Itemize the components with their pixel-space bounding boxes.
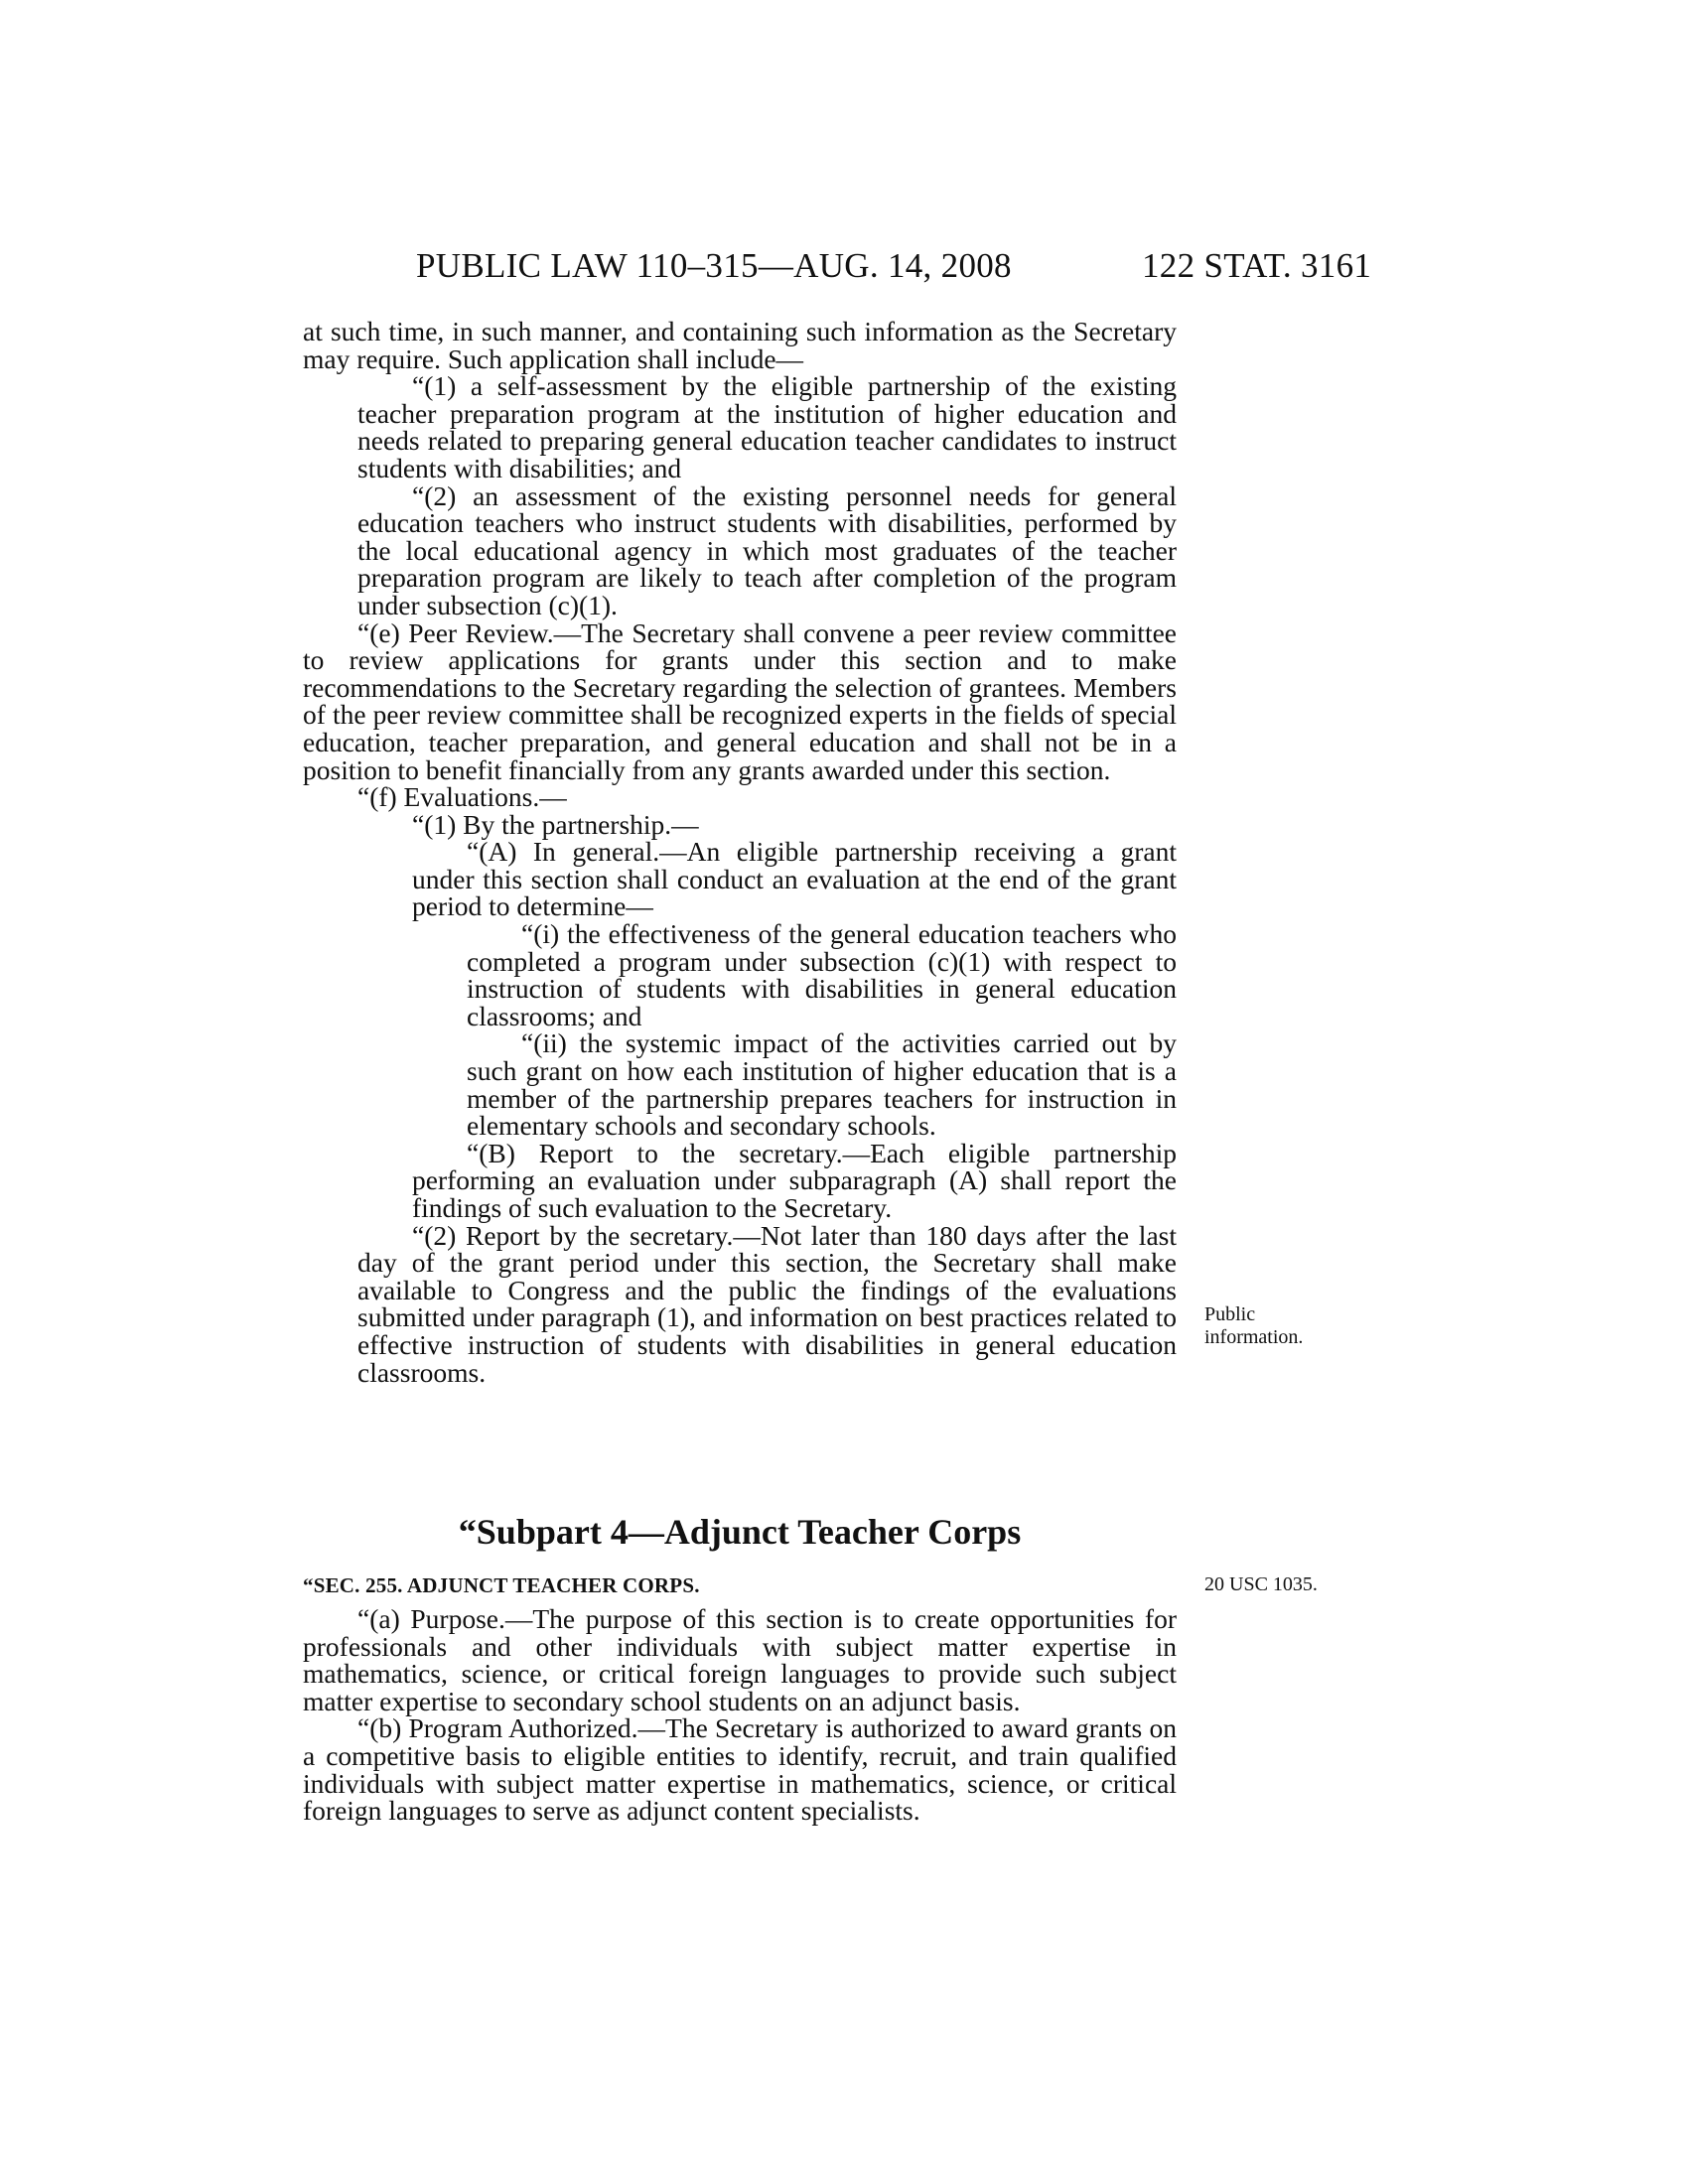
heading-by-partnership: “(1) By the partnership.—: [412, 808, 699, 840]
heading-evaluations: “(f) Evaluations.—: [357, 781, 567, 813]
subpart-title: “Subpart 4—Adjunct Teacher Corps: [458, 1512, 1022, 1552]
margin-note-usc: 20 USC 1035.: [1204, 1573, 1318, 1595]
margin-note-public-information: Public information.: [1204, 1303, 1304, 1348]
paragraph-report-to-secretary: “(B) Report to the secretary.—Each eligible partnership performing an evaluation under subparagraph (A) shall report the findings of such evaluation to the Secretary.: [412, 1137, 1177, 1223]
running-header-page-number: 122 STAT. 3161: [1142, 246, 1372, 285]
paragraph-2: “(2) an assessment of the existing personnel needs for general education teachers who instruct students with disabilities, performed by the local educational agency in which most graduates of the teacher preparation program are likely to teach after completion of the program under subsection (c)(1).: [357, 479, 1177, 620]
paragraph-clause-i: “(i) the effectiveness of the general education teachers who completed a program under subsection (c)(1) with respect to instruction of students with disabilities in general education classrooms; and: [467, 918, 1177, 1031]
section-text: [303, 1605, 1177, 1825]
main-text: [303, 318, 1177, 1386]
section-heading: “SEC. 255. ADJUNCT TEACHER CORPS.: [303, 1573, 700, 1597]
paragraph-clause-ii: “(ii) the systemic impact of the activities carried out by such grant on how each institution of higher education that is a member of the partnership prepares teachers for instruction in elementary schools and secondary schools.: [467, 1027, 1177, 1142]
running-header-title: PUBLIC LAW 110–315—AUG. 14, 2008: [416, 246, 1012, 285]
paragraph-in-general: “(A) In general.—An eligible partnership receiving a grant under this section shall conduct an evaluation at the end of the grant period to determine—: [412, 836, 1177, 922]
paragraph-continuation: at such time, in such manner, and containing such information as the Secretary may require. Such application shall include—: [303, 316, 1177, 374]
paragraph-1: “(1) a self-assessment by the eligible partnership of the existing teacher preparation program at the institution of higher education and needs related to preparing general education teacher candidates to instruct students with disabilities; and: [357, 370, 1177, 483]
paragraph-peer-review: “(e) Peer Review.—The Secretary shall convene a peer review committee to review applications for grants under this section and to make recommendations to the Secretary regarding the selection of grantees. Members of the peer review committee shall be recognized experts in the fields of special education, teacher preparation, and general education and shall not be in a position to benefit financially from any grants awarded under this section.: [303, 616, 1177, 785]
paragraph-report-by-secretary: “(2) Report by the secretary.—Not later than 180 days after the last day of the grant period under this section, the Secretary shall make available to Congress and the public the findings of the evaluations submitted under paragraph (1), and information on best practices related to effective instruction of students with disabilities in general education classrooms.: [357, 1219, 1177, 1388]
paragraph-program-authorized: “(b) Program Authorized.—The Secretary is authorized to award grants on a competitive basis to eligible entities to identify, recruit, and train qualified individuals with subject matter expertise in mathematics, science, or critical foreign languages to serve as adjunct content specialists.: [303, 1712, 1177, 1827]
paragraph-purpose: “(a) Purpose.—The purpose of this section is to create opportunities for professionals and other individuals with subject matter expertise in mathematics, science, or critical foreign languages to provide such subject matter expertise to secondary school students on an adjunct basis.: [303, 1603, 1177, 1716]
